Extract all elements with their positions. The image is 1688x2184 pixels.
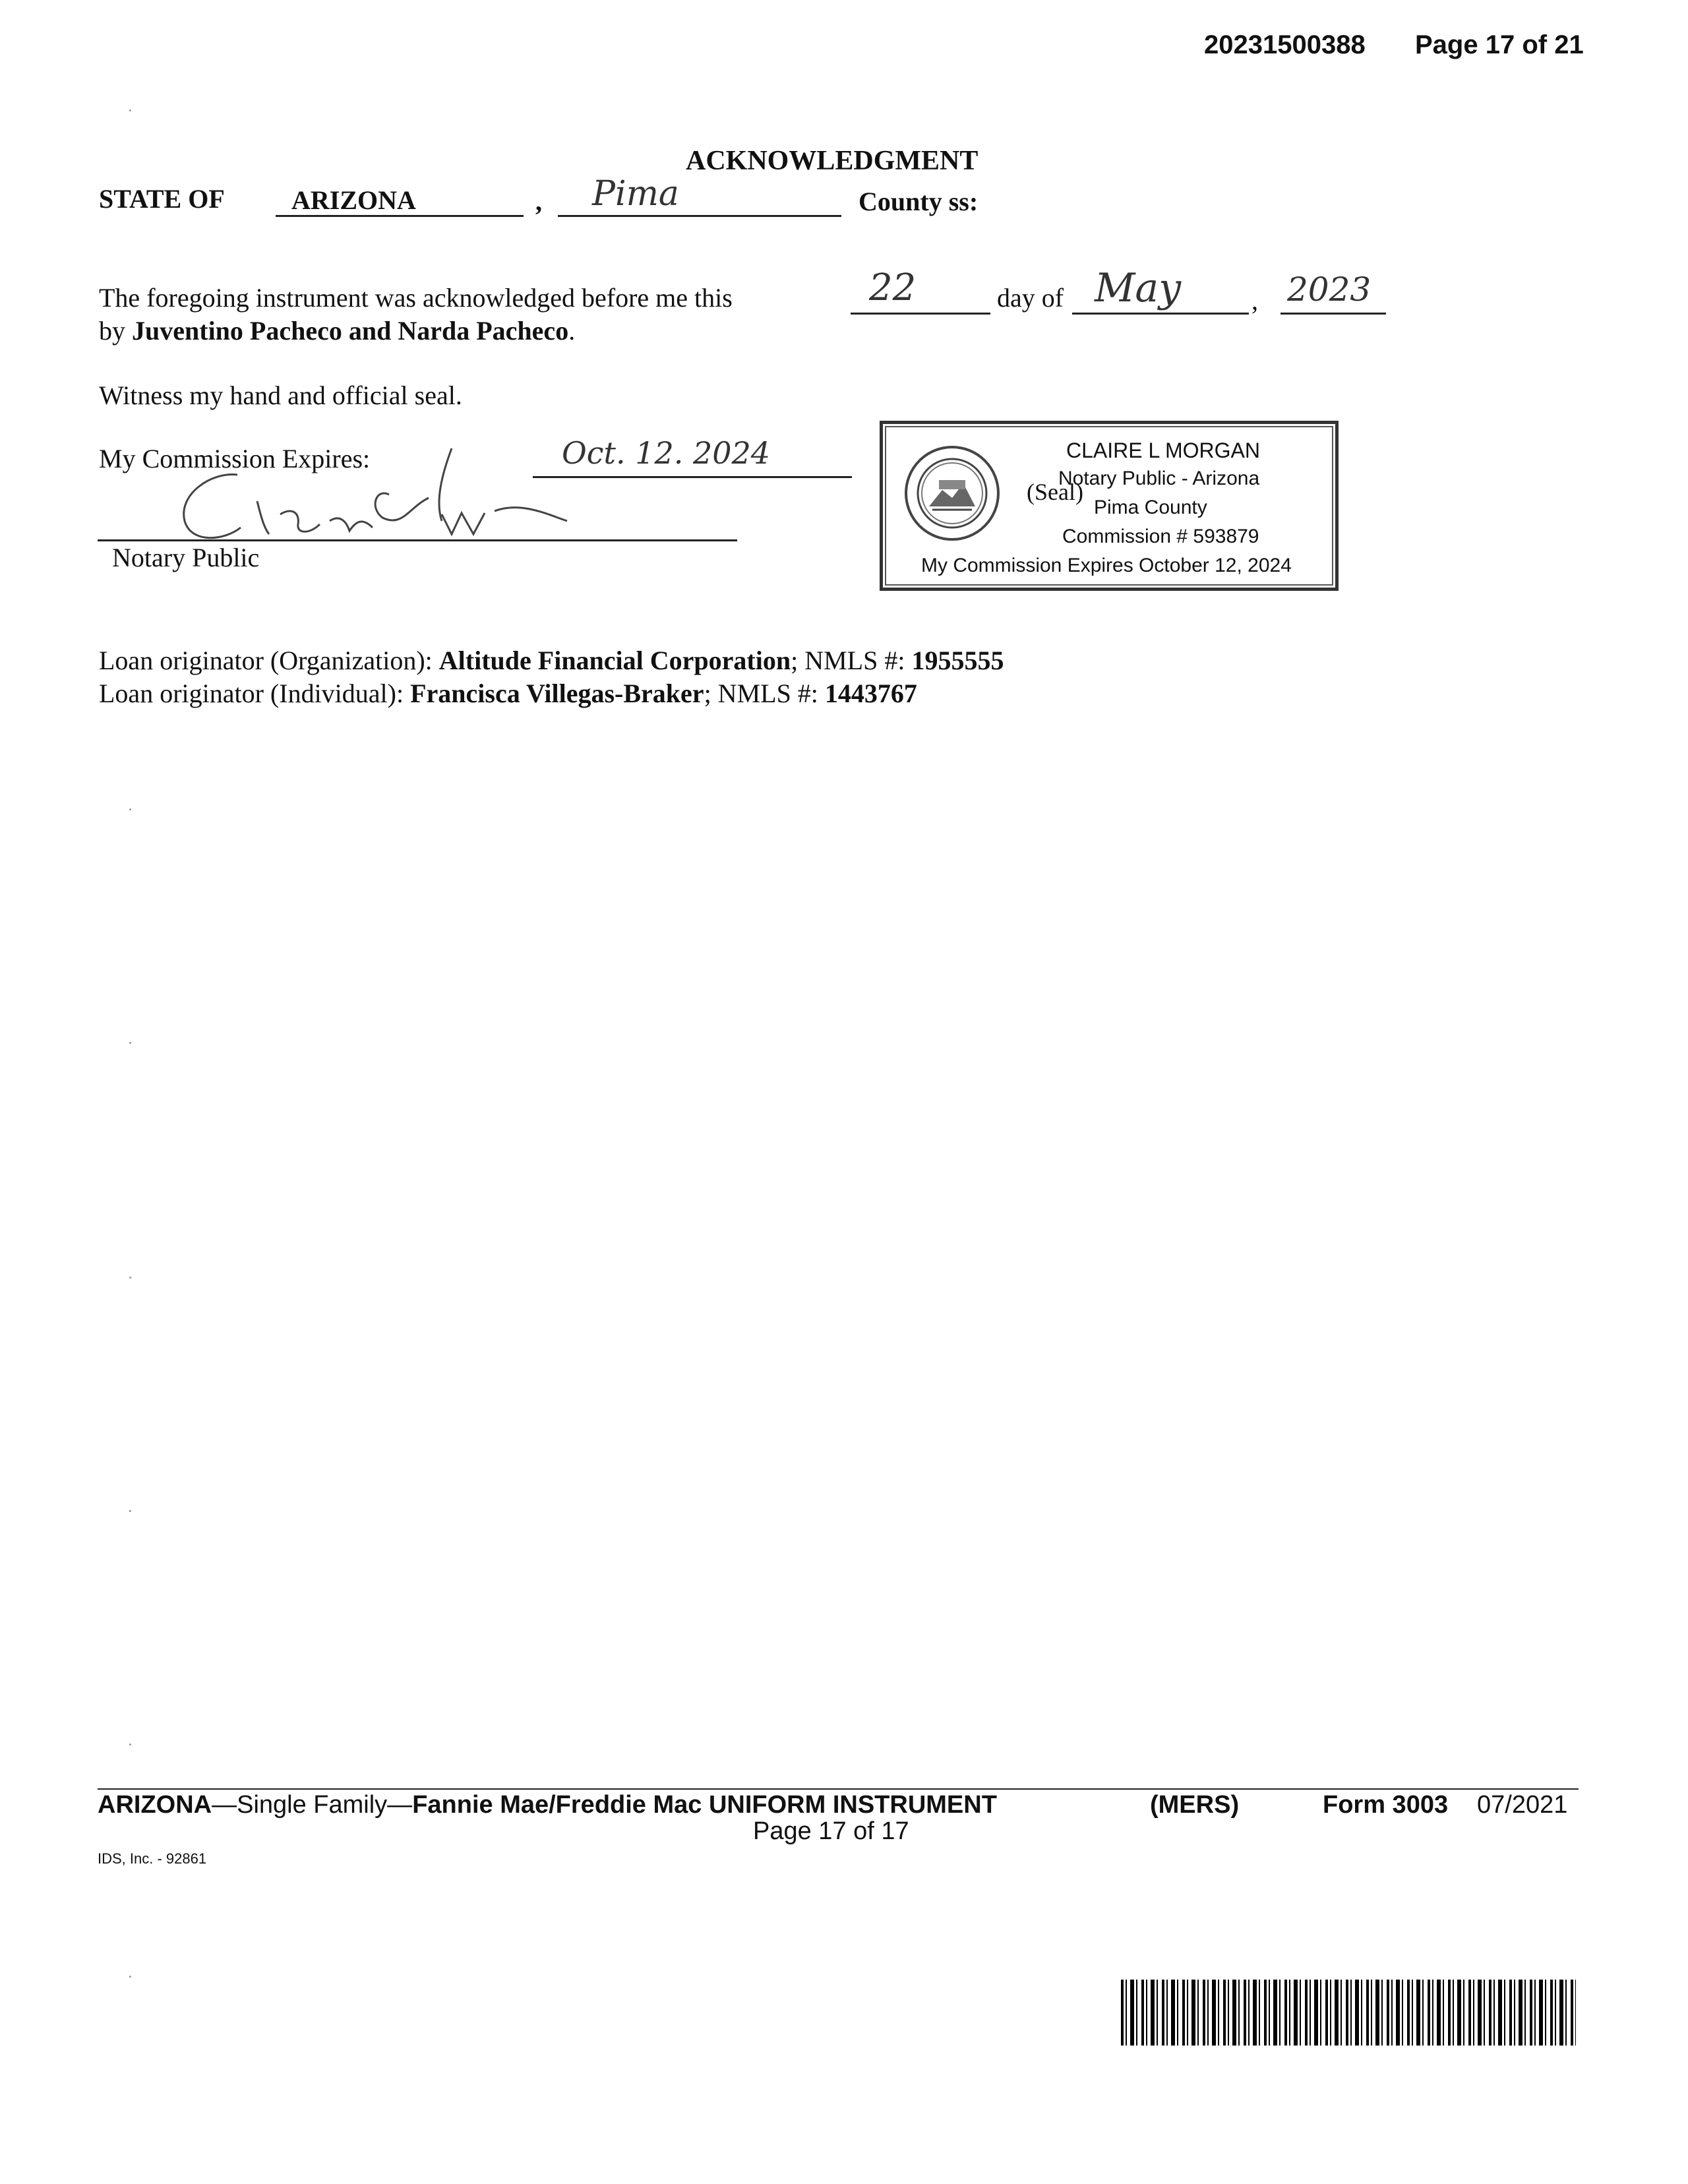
day-underline [851, 313, 990, 315]
acknowledgment-title: ACKNOWLEDGMENT [686, 146, 979, 176]
witness-text: Witness my hand and official seal. [99, 380, 462, 410]
stamp-name: CLAIRE L MORGAN [1066, 439, 1260, 462]
day-handwritten: 22 [869, 266, 917, 309]
state-value: ARIZONA [291, 185, 416, 215]
month-underline [1072, 313, 1249, 315]
date-comma: , [1251, 286, 1258, 315]
scan-mark [129, 1976, 131, 1978]
ind-nmls: 1443767 [824, 679, 917, 708]
ind-name: Francisca Villegas-Braker [410, 679, 704, 708]
footer-rule [98, 1788, 1579, 1790]
stamp-seal-label: (Seal) [1027, 479, 1083, 505]
county-label: County ss: [859, 187, 979, 216]
footer-state: ARIZONA [98, 1791, 212, 1819]
state-label: STATE OF [99, 184, 225, 214]
page-counter: Page 17 of 21 [1415, 30, 1584, 59]
arizona-state-seal-icon [903, 444, 1002, 543]
stamp-title: Notary Public - Arizona [1058, 468, 1260, 489]
year-handwritten: 2023 [1287, 270, 1372, 309]
document-number: 20231500388 [1204, 30, 1366, 59]
notary-stamp [880, 421, 1339, 591]
footer-ids: IDS, Inc. - 92861 [98, 1850, 207, 1867]
stamp-expiration: My Commission Expires October 12, 2024 [921, 555, 1292, 576]
notary-signature [152, 435, 587, 554]
county-underline [558, 215, 841, 217]
loan-originator-individual [99, 678, 917, 709]
footer-form-date: 07/2021 [1477, 1791, 1568, 1819]
ind-nmls-label: ; NMLS #: [704, 679, 825, 708]
org-nmls-label: ; NMLS #: [791, 646, 912, 675]
footer-instrument-title: Fannie Mae/Freddie Mac UNIFORM INSTRUMENT [412, 1791, 997, 1819]
ind-prefix: Loan originator (Individual): [99, 679, 411, 708]
org-prefix: Loan originator (Organization): [99, 646, 439, 675]
year-underline [1281, 313, 1386, 315]
acknowledgment-text: The foregoing instrument was acknowledged before me this [99, 283, 733, 313]
footer-page: Page 17 of 17 [753, 1817, 909, 1845]
state-comma: , [535, 187, 542, 216]
notary-label: Notary Public [112, 543, 260, 572]
acknowledged-by [99, 315, 575, 346]
day-of-label: day of [997, 283, 1064, 313]
footer-form-number: Form 3003 [1323, 1791, 1449, 1819]
footer-dash: —Single Family— [212, 1791, 413, 1819]
signature-line [98, 539, 737, 541]
county-handwritten: Pima [592, 174, 679, 214]
scan-mark [129, 109, 131, 111]
by-prefix: by [99, 316, 125, 346]
stamp-county: Pima County [1094, 497, 1207, 518]
footer-instrument [98, 1791, 997, 1819]
by-suffix: . [568, 316, 576, 346]
org-nmls: 1955555 [911, 646, 1004, 675]
scan-mark [129, 1042, 131, 1044]
commission-label: My Commission Expires: [99, 444, 371, 473]
month-handwritten: May [1095, 265, 1182, 311]
commission-handwritten: Oct. 12. 2024 [562, 435, 771, 471]
signer-names: Juventino Pacheco and Narda Pacheco [132, 316, 569, 346]
stamp-commission-number: Commission # 593879 [1062, 526, 1259, 547]
scan-mark [129, 808, 131, 810]
state-underline [276, 215, 524, 217]
scan-mark [129, 1744, 131, 1745]
scan-mark [129, 1277, 131, 1279]
barcode [1121, 1980, 1576, 2046]
footer-mers: (MERS) [1150, 1791, 1240, 1819]
org-name: Altitude Financial Corporation [438, 646, 791, 675]
loan-originator-organization [99, 645, 1004, 676]
scan-mark [129, 1510, 131, 1512]
